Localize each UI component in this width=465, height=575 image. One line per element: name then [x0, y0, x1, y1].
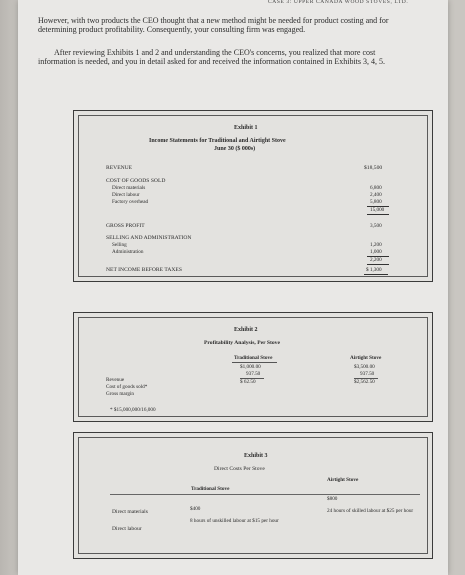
exhibit-2-title: Profitability Analysis, Per Stove: [204, 340, 280, 346]
col-traditional-underline: [232, 362, 277, 363]
exhibit-2-box: [73, 312, 433, 422]
paragraph-1: However, with two products the CEO thought that a new method might be needed for product costing and for determining product profitability. Consequently, your consulting firm was engaged.: [38, 16, 389, 35]
row-label: Direct labour: [112, 526, 142, 532]
airtight-value: 24 hours of skilled labour at $25 per hour: [327, 508, 414, 514]
sga-item-label: Selling: [112, 242, 127, 248]
cogs-item-value: 2,400: [370, 192, 382, 198]
page-shadow: [0, 0, 20, 575]
exhibit-3-box: [73, 432, 433, 559]
net-income-underline: [364, 274, 388, 275]
cogs-item-label: Direct materials: [112, 185, 146, 191]
row-label: Gross margin: [106, 391, 135, 397]
exhibit-2-label: Exhibit 2: [234, 327, 258, 333]
traditional-value: $ 62.50: [240, 379, 256, 385]
airtight-value: $2,562.50: [354, 379, 375, 385]
airtight-value: $800: [327, 496, 338, 502]
cogs-item-value: 6,800: [370, 185, 382, 191]
col-traditional: Traditional Stove: [234, 355, 273, 361]
revenue-value: $18,500: [364, 165, 383, 171]
row-label: Direct materials: [112, 509, 148, 515]
col-airtight: Airtight Stove: [350, 355, 382, 361]
cogs-item-value: 5,800: [370, 199, 382, 205]
col-traditional: Traditional Stove: [191, 486, 230, 492]
sga-item-value: 1,000: [370, 249, 382, 255]
gross-profit-label: GROSS PROFIT: [106, 223, 145, 229]
traditional-value: 8 hours of unskilled labour at $15 per hour: [190, 518, 279, 524]
exhibit-1-label: Exhibit 1: [234, 125, 258, 131]
net-income-value: $ 1,300: [366, 267, 382, 273]
net-income-label: NET INCOME BEFORE TAXES: [106, 267, 182, 273]
exhibit-1-title: Income Statements for Traditional and Airtight Stove: [149, 138, 286, 144]
gross-profit-value: 3,500: [370, 223, 382, 229]
sga-label: SELLING AND ADMINISTRATION: [106, 235, 192, 241]
book-page: [18, 0, 448, 575]
cogs-item-label: Factory overhead: [112, 199, 149, 205]
traditional-value: $1,000.00: [240, 364, 261, 370]
cogs-item-label: Direct labour: [112, 192, 140, 198]
paragraph-2: After reviewing Exhibits 1 and 2 and understanding the CEO's concerns, you realized that more cost information is needed, and you in detail asked for and received the information contained in Exhibits 3, 4, 5.: [38, 48, 386, 67]
exhibit-3-header-rule: [110, 494, 420, 495]
row-label: Cost of goods sold*: [106, 384, 148, 390]
cogs-label: COST OF GOODS SOLD: [106, 178, 166, 184]
row-label: Revenue: [106, 377, 125, 383]
running-header: CASE 3: UPPER CANADA WOOD STOVES, LTD.: [268, 0, 409, 5]
col-airtight: Airtight Stove: [327, 477, 359, 483]
cogs-total: 15,000: [370, 207, 385, 213]
exhibit-2-footnote: * $15,000,000/16,000: [110, 407, 156, 413]
exhibit-3-title: Direct Costs Per Stove: [214, 466, 265, 472]
sga-total: 2,200: [370, 257, 382, 263]
airtight-value: 937.50: [360, 371, 375, 377]
sga-total-underline: [367, 264, 389, 265]
exhibit-1-subtitle: June 30 ($ 000s): [214, 146, 256, 152]
sga-item-label: Administration: [112, 249, 144, 255]
exhibit-1-box: [73, 110, 433, 282]
traditional-value: 937.50: [246, 371, 261, 377]
sga-item-value: 1,200: [370, 242, 382, 248]
airtight-value: $3,500.00: [354, 364, 375, 370]
cogs-total-underline: [367, 214, 389, 215]
revenue-label: REVENUE: [106, 165, 133, 171]
traditional-value: $400: [190, 506, 201, 512]
exhibit-3-label: Exhibit 3: [244, 453, 268, 459]
